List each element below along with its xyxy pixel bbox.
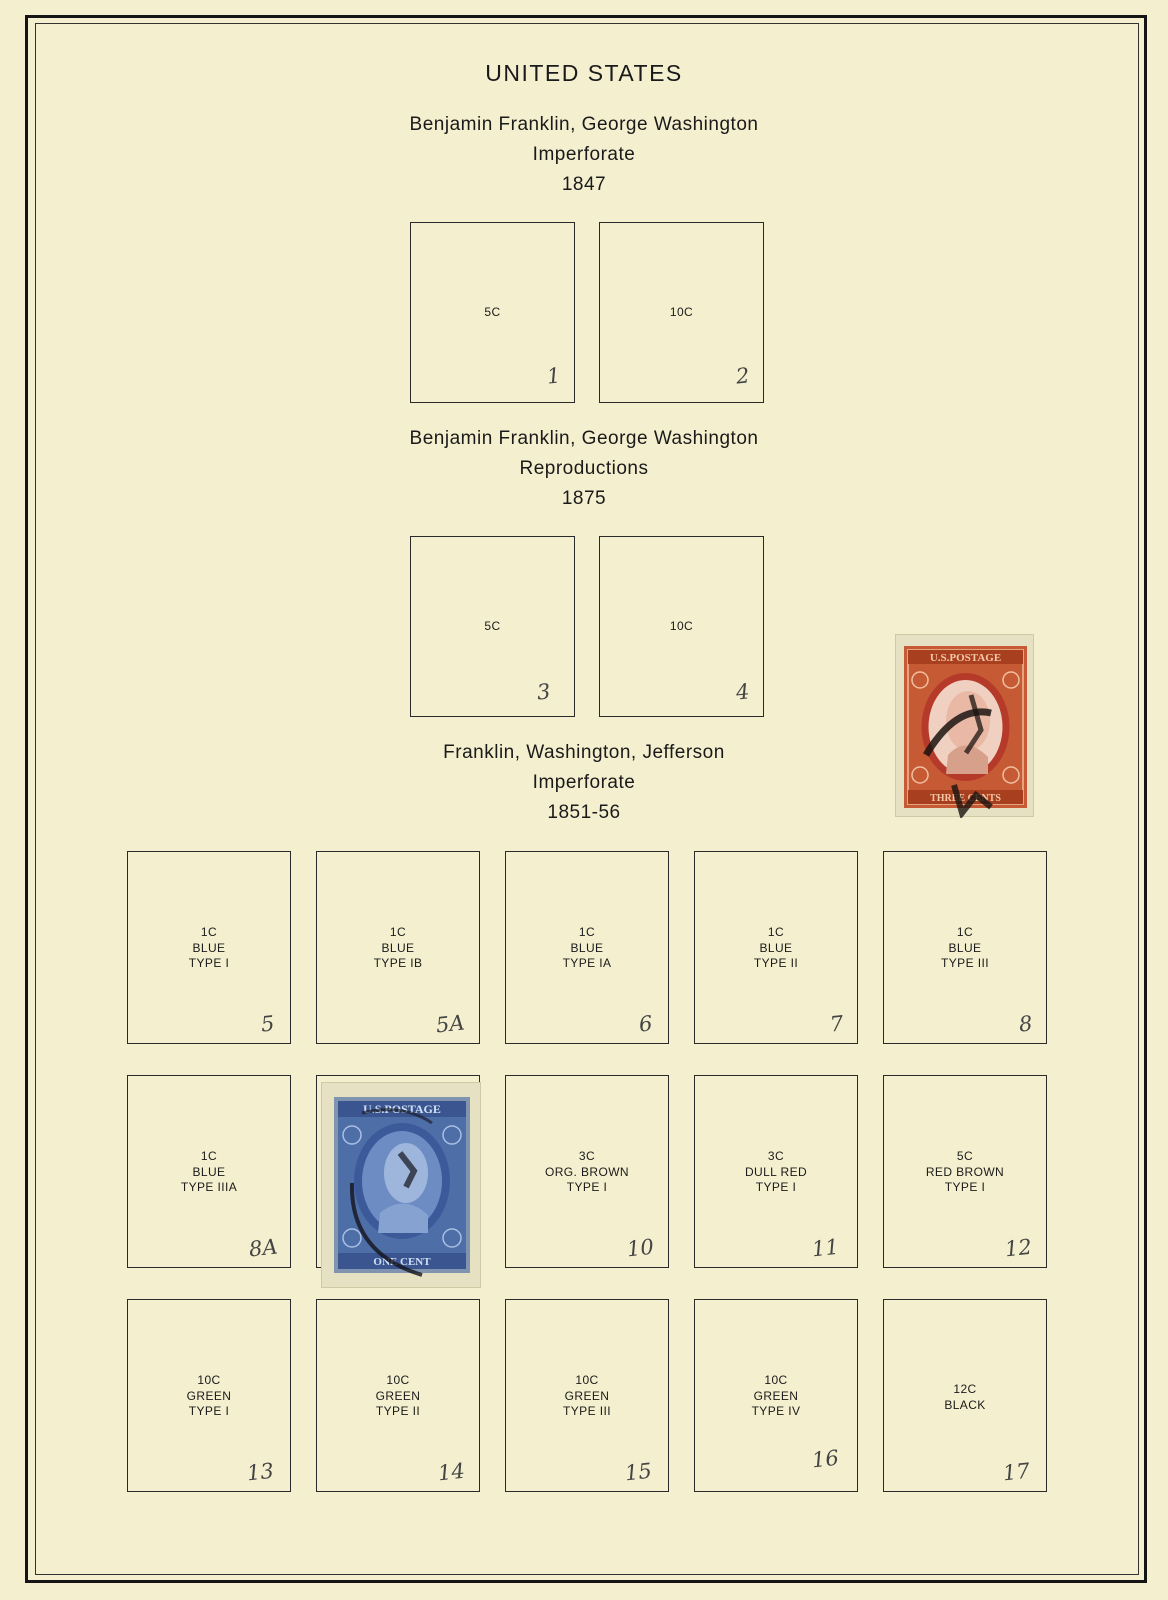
stamp-space-label: 1C BLUE TYPE IA: [562, 925, 612, 970]
heading-line: Reproductions: [519, 458, 649, 479]
stamp-space[interactable]: [694, 1299, 858, 1492]
stamp-space-label: 10C GREEN TYPE II: [375, 1373, 421, 1418]
stamp-space-label: 5C RED BROWN TYPE I: [925, 1149, 1005, 1194]
catalog-number: 5A: [435, 1010, 467, 1038]
stamp-mount[interactable]: [895, 634, 1034, 817]
stamp-space-label: 1C BLUE TYPE IIIA: [180, 1149, 238, 1194]
catalog-number: 12: [1004, 1234, 1034, 1262]
heading-line: Franklin, Washington, Jefferson: [443, 742, 725, 763]
heading-line: Benjamin Franklin, George Washington: [409, 114, 759, 135]
stamp-space-filled[interactable]: [316, 1075, 480, 1268]
stamp-space-label: 1C BLUE TYPE II: [753, 925, 799, 970]
stamp-space[interactable]: [316, 1299, 480, 1492]
stamp-space[interactable]: [316, 851, 480, 1044]
stamp-space[interactable]: [599, 536, 764, 717]
catalog-number: 7: [828, 1011, 845, 1037]
catalog-number: 10: [626, 1234, 656, 1262]
section-heading-1847: [0, 110, 1168, 200]
stamp-space[interactable]: [694, 851, 858, 1044]
stamp-space-label: 1C BLUE TYPE I: [188, 925, 230, 970]
catalog-number: 14: [437, 1458, 467, 1486]
red-washington-stamp-image: [896, 635, 1035, 818]
catalog-number: 1: [545, 363, 562, 389]
stamp-space-label: 10C: [669, 305, 694, 319]
stamp-space[interactable]: [599, 222, 764, 403]
stamp-space[interactable]: [505, 1299, 669, 1492]
blue-franklin-stamp-image: [322, 1083, 482, 1289]
catalog-number: 4: [734, 679, 751, 705]
stamp-space-label: 10C GREEN TYPE III: [563, 1373, 611, 1418]
catalog-number: 8A: [248, 1234, 280, 1262]
section-heading-1875: [0, 424, 1168, 514]
catalog-number: 8: [1017, 1011, 1034, 1037]
stamp-space[interactable]: [410, 222, 575, 403]
catalog-number: 11: [811, 1234, 841, 1262]
stamp-space-label: 3C DULL RED TYPE I: [744, 1149, 808, 1194]
stamp-bottom-text: ONE CENT: [373, 1256, 431, 1268]
heading-line: Benjamin Franklin, George Washington: [409, 428, 759, 449]
catalog-number: 3: [535, 679, 552, 705]
stamp-space-label: 5C: [484, 619, 501, 633]
catalog-number: 2: [734, 363, 751, 389]
catalog-number: 13: [246, 1458, 276, 1486]
heading-line: Imperforate: [532, 144, 636, 165]
stamp-space[interactable]: [127, 851, 291, 1044]
stamp-space[interactable]: [127, 1075, 291, 1268]
stamp-space-label: 1C BLUE TYPE IB: [373, 925, 423, 970]
heading-line: 1875: [561, 488, 607, 509]
catalog-number: 15: [624, 1458, 654, 1486]
stamp-space-label: 12C BLACK: [944, 1382, 986, 1412]
stamp-space[interactable]: [410, 536, 575, 717]
stamp-space-label: 3C ORG. BROWN TYPE I: [545, 1149, 629, 1194]
stamp-space[interactable]: [883, 1299, 1047, 1492]
stamp-top-text: U.S.POSTAGE: [929, 652, 1002, 664]
catalog-number: 6: [637, 1011, 654, 1037]
stamp-space-label: 1C BLUE TYPE III: [941, 925, 989, 970]
catalog-number: 16: [811, 1445, 841, 1473]
stamp-space-label: 10C GREEN TYPE I: [186, 1373, 232, 1418]
stamp-space[interactable]: [505, 851, 669, 1044]
stamp-space-label: 10C GREEN TYPE IV: [751, 1373, 801, 1418]
stamp-space[interactable]: [694, 1075, 858, 1268]
heading-line: 1847: [561, 174, 607, 195]
catalog-number: 17: [1002, 1458, 1032, 1486]
stamp-top-text: U.S.POSTAGE: [363, 1102, 441, 1116]
stamp-space[interactable]: [505, 1075, 669, 1268]
stamp-space[interactable]: [883, 851, 1047, 1044]
catalog-number: 5: [259, 1011, 276, 1037]
stamp-space[interactable]: [127, 1299, 291, 1492]
stamp-space-label: 10C: [669, 619, 694, 633]
stamp-mount[interactable]: [321, 1082, 481, 1288]
heading-line: Imperforate: [532, 772, 636, 793]
page-title: UNITED STATES: [485, 60, 683, 86]
stamp-space-label: 5C: [484, 305, 501, 319]
stamp-space[interactable]: [883, 1075, 1047, 1268]
heading-line: 1851-56: [547, 802, 621, 823]
stamp-bottom-text: THREE CENTS: [930, 793, 1001, 804]
